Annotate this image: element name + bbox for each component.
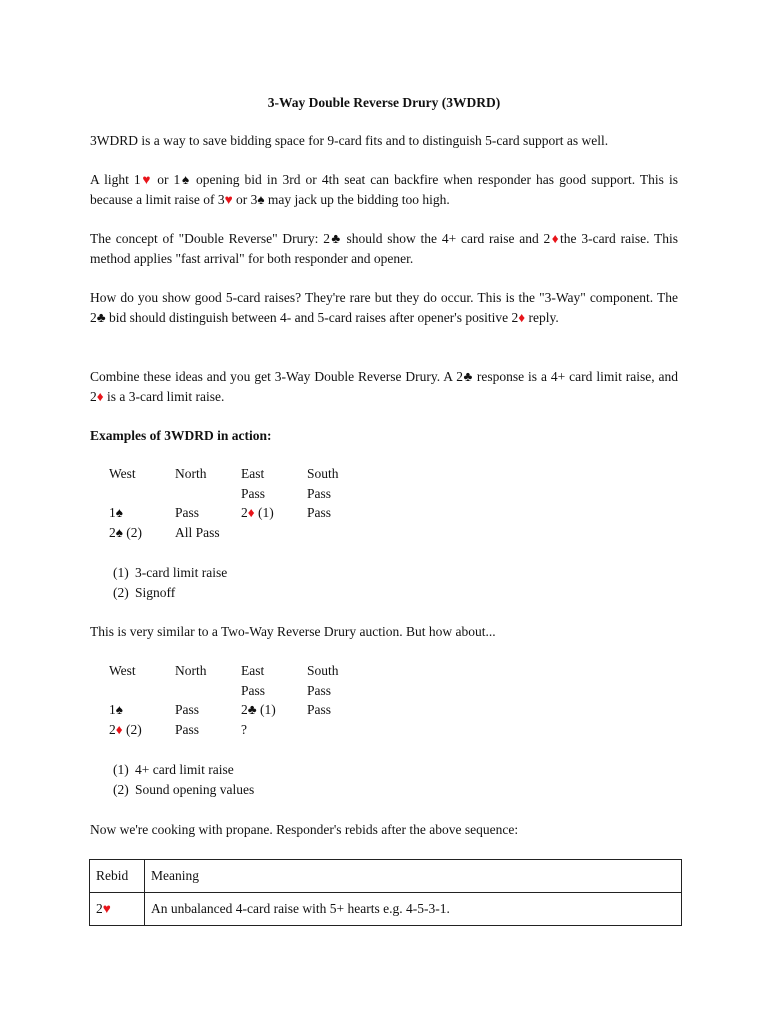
header-north: North [175, 466, 207, 481]
diamond-symbol: ♦ [96, 389, 104, 404]
bid-cell: 2♦ (2) [109, 721, 142, 737]
bid-cell: Pass [307, 682, 332, 698]
club-symbol: ♣ [462, 369, 473, 384]
spade-symbol: ♠ [257, 192, 265, 207]
header-south: South [307, 466, 339, 481]
auction-header-row [109, 661, 373, 681]
combine-paragraph: Combine these ideas and you get 3-Way Double Reverse Drury. A 2♣ response is a 4+ card limit raise, and 2♦ is a 3-card limit raise. [90, 369, 679, 404]
header-rebid: Rebid [90, 860, 145, 893]
bid-cell: Pass [307, 702, 332, 717]
bid-cell: Pass [175, 721, 200, 737]
heart-symbol: ♥ [140, 172, 153, 187]
note-item: (1) 3-card limit raise [113, 565, 228, 580]
five-card-paragraph: How do you show good 5-card raises? They're rare but they do occur. This is the "3-Way" component. The 2♣ bid should distinguish between 4- and 5-card raises after opener's positive 2♦ reply. [90, 290, 678, 325]
auction-row [109, 700, 373, 720]
intro-paragraph: 3WDRD is a way to save bidding space for 9-card fits and to distinguish 5-card support as well. [90, 133, 609, 148]
header-south: South [307, 663, 339, 678]
auction-row [109, 503, 373, 523]
meaning-cell: An unbalanced 4-card raise with 5+ hearts e.g. 4-5-3-1. [145, 893, 682, 926]
note-item: (1) 4+ card limit raise [113, 762, 234, 777]
heart-symbol: ♥ [224, 192, 233, 207]
auction-header-row [109, 464, 373, 484]
bid-cell: ? [241, 721, 247, 737]
header-east: East [241, 466, 265, 481]
page-title: 3-Way Double Reverse Drury (3WDRD) [267, 95, 501, 110]
spade-symbol: ♠ [115, 702, 123, 717]
club-symbol: ♣ [96, 310, 106, 325]
bid-cell: All Pass [175, 524, 220, 540]
header-west: West [109, 466, 136, 481]
auction-one-notes [113, 563, 227, 602]
bid-cell: 1♠ [109, 505, 123, 520]
auction-row [109, 484, 373, 504]
auction-row [109, 523, 373, 543]
spade-symbol: ♠ [115, 524, 123, 540]
bid-cell: Pass [307, 485, 332, 501]
table-header-row [90, 860, 682, 893]
light-opening-paragraph: A light 1♥ or 1♠ opening bid in 3rd or 4th seat can backfire when responder has good support. This is because a limit raise of 3♥ or 3♠ may jack up the bidding too high. [90, 172, 679, 207]
bid-cell: 2♠ (2) [109, 524, 143, 540]
club-symbol: ♣ [329, 231, 342, 246]
examples-heading: Examples of 3WDRD in action: [90, 428, 272, 443]
auction-two [109, 661, 373, 739]
diamond-symbol: ♦ [115, 721, 123, 737]
diamond-symbol: ♦ [550, 231, 561, 246]
diamond-symbol: ♦ [518, 310, 526, 325]
concept-paragraph: The concept of "Double Reverse" Drury: 2♣ should show the 4+ card raise and 2♦the 3-card raise. This method applies "fast arrival" for both responder and opener. [90, 231, 679, 266]
rebids-intro-paragraph: Now we're cooking with propane. Responder's rebids after the above sequence: [90, 822, 519, 837]
bid-cell: 2♣ (1) [241, 702, 276, 717]
heart-symbol: ♥ [102, 901, 111, 916]
note-item: (2) Sound opening values [113, 781, 255, 797]
header-meaning: Meaning [145, 860, 682, 893]
club-symbol: ♣ [247, 702, 257, 717]
auction-row [109, 720, 373, 740]
bid-cell: 1♠ [109, 702, 123, 717]
bid-cell [175, 484, 241, 504]
bid-cell: Pass [307, 505, 332, 520]
rebids-table [89, 859, 682, 926]
diamond-symbol: ♦ [247, 505, 255, 520]
bid-cell [109, 484, 175, 504]
note-item: (2) Signoff [113, 584, 176, 600]
header-west: West [109, 663, 136, 678]
rebid-cell: 2♥ [90, 893, 145, 926]
auction-one [109, 464, 373, 542]
bid-cell: Pass [241, 682, 266, 698]
header-north: North [175, 663, 207, 678]
bid-cell: Pass [241, 485, 266, 501]
table-row [90, 893, 682, 926]
header-east: East [241, 663, 265, 678]
bid-cell [175, 681, 241, 701]
auction-two-notes [113, 760, 254, 799]
bid-cell: Pass [175, 702, 200, 717]
spade-symbol: ♠ [180, 172, 191, 187]
auction-row [109, 681, 373, 701]
comparison-paragraph: This is very similar to a Two-Way Reverse Drury auction. But how about... [90, 624, 496, 639]
bid-cell [109, 681, 175, 701]
bid-cell: 2♦ (1) [241, 505, 274, 520]
bid-cell: Pass [175, 505, 200, 520]
spade-symbol: ♠ [115, 505, 123, 520]
